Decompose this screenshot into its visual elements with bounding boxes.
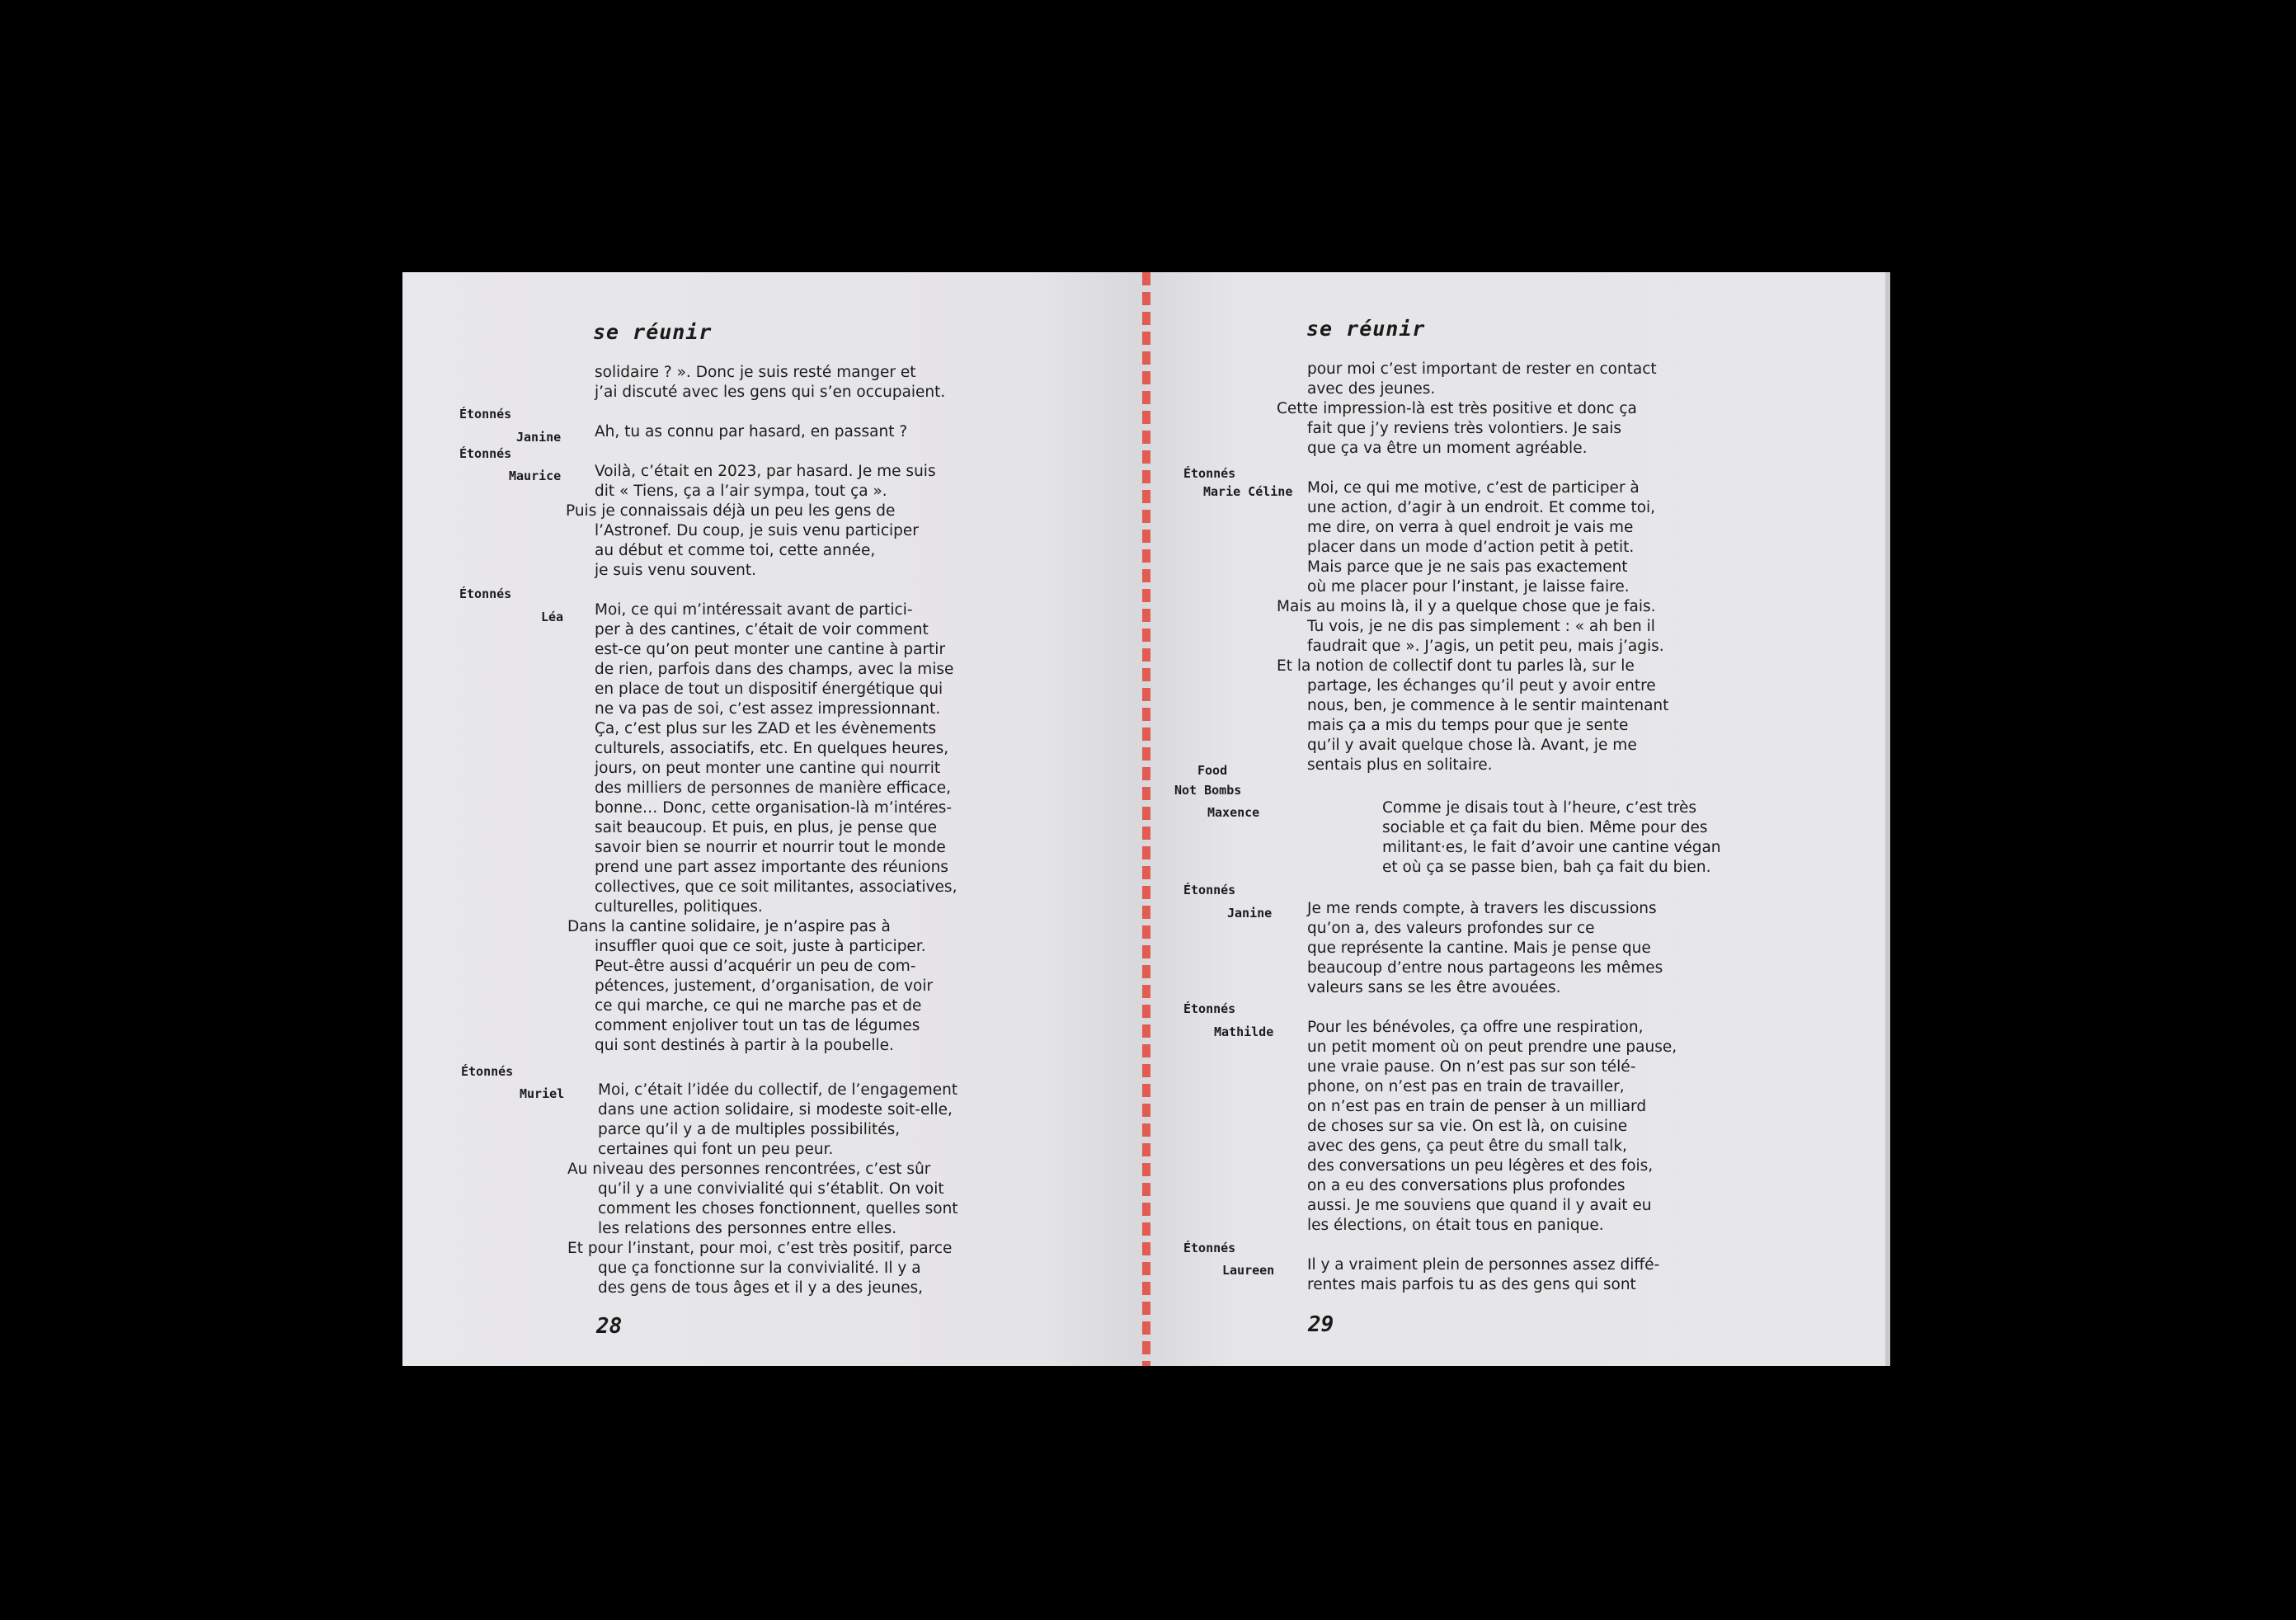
body-line: solidaire ? ». Donc je suis resté manger et [595, 364, 916, 381]
body-line: pour moi c’est important de rester en contact [1307, 360, 1657, 378]
body-line: Mais au moins là, il y a quelque chose que je fais. [1277, 598, 1656, 615]
speaker-group-label: Étonnés [1183, 466, 1236, 481]
body-line: Puis je connaissais déjà un peu les gens de [566, 502, 896, 520]
speaker-group-label: Étonnés [459, 407, 512, 421]
body-line: me dire, on verra à quel endroit je vais me [1307, 519, 1634, 536]
body-line: avec des gens, ça peut être du small talk, [1307, 1137, 1627, 1155]
body-line: sait beaucoup. Et puis, en plus, je pense que [595, 819, 937, 836]
body-line: dit « Tiens, ça a l’air sympa, tout ça ». [595, 483, 887, 500]
speaker-name-label: Maxence [1207, 805, 1260, 820]
body-line: des milliers de personnes de manière efficace, [595, 779, 952, 797]
body-line: l’Astronef. Du coup, je suis venu participer [595, 522, 919, 539]
body-line: Et la notion de collectif dont tu parles là, sur le [1277, 657, 1635, 675]
body-line: Et pour l’instant, pour moi, c’est très positif, parce [567, 1240, 953, 1257]
body-line: valeurs sans se les être avouées. [1307, 979, 1561, 996]
body-line: comment enjoliver tout un tas de légumes [595, 1017, 920, 1034]
body-line: comment les choses fonctionnent, quelles sont [598, 1200, 958, 1217]
speaker-group-label: Étonnés [1183, 1001, 1236, 1016]
body-line: certaines qui font un peu peur. [598, 1141, 834, 1158]
body-line: les relations des personnes entre elles. [598, 1220, 897, 1237]
body-line: Je me rends compte, à travers les discussions [1307, 900, 1657, 917]
speaker-group-label: Étonnés [459, 586, 512, 601]
binding-stitch [1142, 272, 1150, 1366]
speaker-group-label: Étonnés [1183, 883, 1236, 897]
body-line: qui sont destinés à partir à la poubelle. [595, 1037, 894, 1054]
speaker-name-label: Léa [541, 610, 564, 624]
body-line: Tu vois, je ne dis pas simplement : « ah ben il [1307, 618, 1655, 635]
speaker-group-label: Not Bombs [1174, 783, 1242, 798]
body-line: sociable et ça fait du bien. Même pour des [1382, 819, 1708, 836]
page-edge [1885, 272, 1890, 1366]
body-line: Moi, c’était l’idée du collectif, de l’engagement [598, 1081, 958, 1099]
body-line: qu’il y a une convivialité qui s’établit. On voit [598, 1180, 944, 1198]
body-line: on n’est pas en train de penser à un milliard [1307, 1098, 1647, 1115]
body-line: Moi, ce qui me motive, c’est de participer à [1307, 479, 1640, 497]
speaker-name-label: Janine [1227, 906, 1273, 921]
body-line: culturels, associatifs, etc. En quelques heures, [595, 740, 949, 757]
body-line: que ça fonctionne sur la convivialité. Il y a [598, 1260, 921, 1277]
body-line: per à des cantines, c’était de voir comment [595, 621, 929, 638]
body-line: nous, ben, je commence à le sentir maintenant [1307, 697, 1669, 714]
body-line: avec des jeunes. [1307, 380, 1436, 398]
body-line: aussi. Je me souviens que quand il y avait eu [1307, 1197, 1652, 1214]
body-line: placer dans un mode d’action petit à petit. [1307, 539, 1635, 556]
body-line: Mais parce que je ne sais pas exactement [1307, 558, 1628, 576]
body-line: Voilà, c’était en 2023, par hasard. Je me suis [595, 463, 936, 480]
body-line: Comme je disais tout à l’heure, c’est très [1382, 799, 1696, 817]
body-line: ce qui marche, ce qui ne marche pas et de [595, 997, 922, 1015]
right-page [1146, 272, 1890, 1366]
body-line: bonne… Donc, cette organisation-là m’intéres- [595, 799, 953, 817]
body-line: Au niveau des personnes rencontrées, c’est sûr [567, 1161, 931, 1178]
body-line: Peut-être aussi d’acquérir un peu de com- [595, 958, 916, 975]
body-line: insuffler quoi que ce soit, juste à participer. [595, 938, 926, 955]
body-line: ne va pas de soi, c’est assez impressionnant. [595, 700, 941, 718]
body-line: les élections, on était tous en panique. [1307, 1217, 1604, 1234]
body-line: parce qu’il y a de multiples possibilités, [598, 1121, 901, 1138]
speaker-group-label: Étonnés [1183, 1241, 1236, 1255]
body-line: Ah, tu as connu par hasard, en passant ? [595, 423, 908, 440]
body-line: des gens de tous âges et il y a des jeunes, [598, 1279, 924, 1297]
body-line: culturelles, politiques. [595, 898, 763, 916]
speaker-group-label: Food [1197, 763, 1228, 778]
page-number-left: 28 [596, 1314, 623, 1339]
body-line: j’ai discuté avec les gens qui s’en occupaient. [595, 384, 946, 401]
body-line: Cette impression-là est très positive et donc ça [1277, 400, 1637, 417]
body-line: en place de tout un dispositif énergétique qui [595, 680, 943, 698]
body-line: sentais plus en solitaire. [1307, 756, 1493, 774]
body-line: rentes mais parfois tu as des gens qui sont [1307, 1276, 1636, 1293]
page-number-right: 29 [1308, 1312, 1334, 1337]
body-line: beaucoup d’entre nous partageons les mêmes [1307, 959, 1663, 977]
body-line: de choses sur sa vie. On est là, on cuisine [1307, 1118, 1628, 1135]
speaker-name-label: Muriel [520, 1086, 565, 1101]
body-line: de rien, parfois dans des champs, avec la mise [595, 661, 954, 678]
body-line: phone, on n’est pas en train de travailler, [1307, 1078, 1625, 1095]
speaker-name-label: Marie Céline [1203, 484, 1293, 499]
body-line: une action, d’agir à un endroit. Et comme toi, [1307, 499, 1656, 516]
speaker-name-label: Mathilde [1214, 1024, 1274, 1039]
body-line: où me placer pour l’instant, je laisse faire. [1307, 578, 1630, 596]
body-line: collectives, que ce soit militantes, associatives, [595, 878, 957, 896]
body-line: Pour les bénévoles, ça offre une respiration, [1307, 1019, 1644, 1036]
body-line: partage, les échanges qu’il peut y avoir entre [1307, 677, 1656, 695]
speaker-group-label: Étonnés [461, 1064, 514, 1079]
body-line: au début et comme toi, cette année, [595, 542, 876, 559]
body-line: dans une action solidaire, si modeste soit-elle, [598, 1101, 953, 1118]
body-line: un petit moment où on peut prendre une pause, [1307, 1038, 1677, 1056]
body-line: fait que j’y reviens très volontiers. Je sais [1307, 420, 1622, 437]
body-line: pétences, justement, d’organisation, de voir [595, 977, 934, 995]
body-line: Il y a vraiment plein de personnes assez diffé- [1307, 1256, 1660, 1274]
body-line: qu’on a, des valeurs profondes sur ce [1307, 920, 1595, 937]
body-line: Moi, ce qui m’intéressait avant de partici- [595, 601, 913, 619]
body-line: prend une part assez importante des réunions [595, 859, 948, 876]
speaker-group-label: Étonnés [459, 446, 512, 461]
running-head-right: se réunir [1306, 317, 1426, 341]
body-line: je suis venu souvent. [595, 562, 756, 579]
body-line: jours, on peut monter une cantine qui nourrit [595, 760, 941, 777]
body-line: est-ce qu’on peut monter une cantine à partir [595, 641, 946, 658]
body-line: faudrait que ». J’agis, un petit peu, mais j’agis. [1307, 638, 1664, 655]
speaker-name-label: Laureen [1222, 1263, 1275, 1278]
body-line: Dans la cantine solidaire, je n’aspire pas à [567, 918, 891, 935]
speaker-name-label: Janine [516, 430, 562, 445]
body-line: une vraie pause. On n’est pas sur son télé- [1307, 1058, 1636, 1076]
body-line: on a eu des conversations plus profondes [1307, 1177, 1626, 1194]
body-line: que représente la cantine. Mais je pense que [1307, 940, 1651, 957]
body-line: et où ça se passe bien, bah ça fait du bien. [1382, 859, 1711, 876]
speaker-name-label: Maurice [509, 469, 562, 483]
open-booklet [402, 272, 1890, 1366]
body-line: militant·es, le fait d’avoir une cantine végan [1382, 839, 1721, 856]
body-line: qu’il y avait quelque chose là. Avant, je me [1307, 737, 1637, 754]
body-line: mais ça a mis du temps pour que je sente [1307, 717, 1629, 734]
body-line: savoir bien se nourrir et nourrir tout le monde [595, 839, 946, 856]
body-line: Ça, c’est plus sur les ZAD et les évènements [595, 720, 937, 737]
body-line: des conversations un peu légères et des fois, [1307, 1157, 1654, 1175]
running-head-left: se réunir [593, 320, 713, 344]
left-page [402, 272, 1146, 1366]
body-line: que ça va être un moment agréable. [1307, 440, 1588, 457]
